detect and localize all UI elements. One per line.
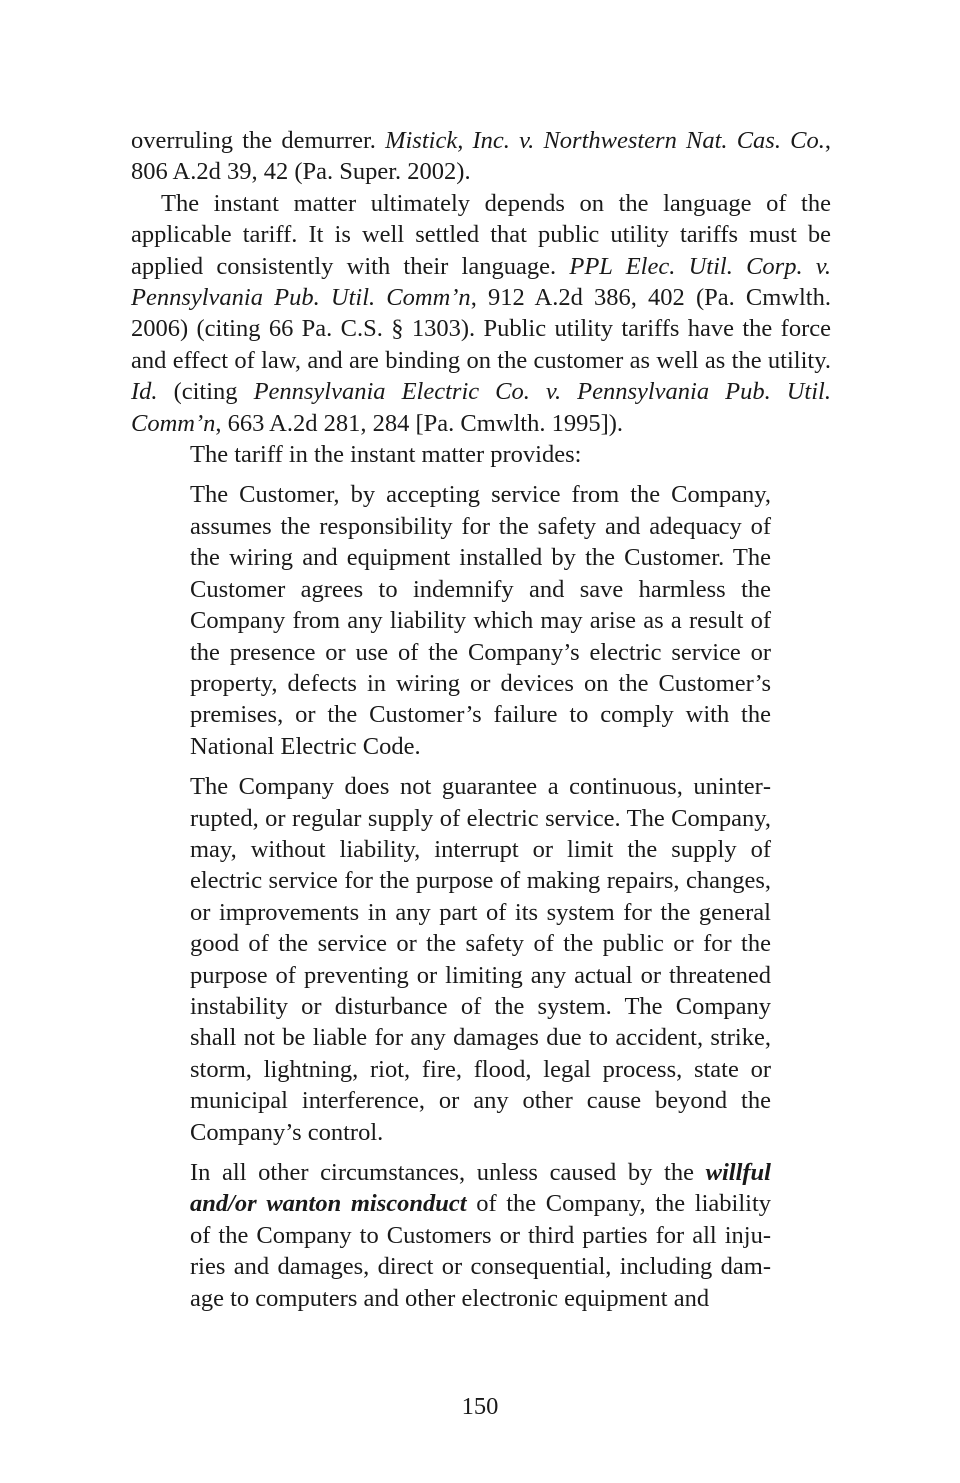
text-run: , 806 A.2d 39, 42 (Pa. Super. 2002). (131, 127, 831, 186)
text-run: of the Company, the liability of the Company to Customers or third parties for all injuries and damages, direct or consequential, including damage to computers and other electronic equipment and (190, 1190, 771, 1312)
text-run: overruling the demurrer. (131, 127, 386, 154)
quote-paragraph-liability (190, 1157, 771, 1314)
emphasized-text: willful and/or wanton misconduct (190, 1159, 771, 1218)
page-number: 150 (461, 1393, 499, 1420)
case-citation: Pennsylvania Electric Co. v. Pennsylvania Pub. Util. Comm’n (131, 378, 831, 437)
text-run: The instant matter ultimately depends on the language of the applicable tariff. It is well settled that public utility tariffs must be applied consistently with their language. (131, 189, 831, 280)
paragraph-tariff-law (131, 188, 831, 439)
body-text (131, 125, 831, 1323)
text-run: (citing (157, 378, 254, 406)
paragraph-continuation (131, 125, 831, 188)
quote-intro: The tariff in the instant matter provides: (190, 441, 582, 469)
quote-paragraph-indemnity: The Customer, by accepting service from the Company, assumes the responsibility for the safety and adequacy of the wiring and equipment installed by the Customer. The Customer agrees to indemnify and save harmless the Company from any liability which may arise as a result of the presence or use of the Company’s electric service or property, defects in wiring or devices on the Customer’s premises, or the Customer’s failure to comply with the National Electric Code. (190, 481, 771, 760)
id-citation: Id. (131, 378, 158, 406)
case-citation: Mistick, Inc. v. Northwestern Nat. Cas. Co. (385, 127, 825, 154)
text-run: , 912 A.2d 386, 402 (Pa. Cmwlth. 2006) (citing 66 Pa. C.S. § 1303). Public utility tariffs have the force and effect of law, and are binding on the customer as well as the utility. (131, 284, 831, 374)
text-run: , 663 A.2d 281, 284 [Pa. Cmwlth. 1995]). (215, 409, 624, 437)
quote-paragraph-supply: The Company does not guarantee a continuous, uninterrupted, or regular supply of electric service. The Company, may, without liability, interrupt or limit the supply of electric service for the purpose of making repairs, changes, or improvements in any part of its system for the general good of the service or the safety of the public or for the purpose of preventing or limiting any actual or threatened instability or disturbance of the system. The Company shall not be liable for any damages due to accident, strike, storm, lightning, riot, fire, flood, legal process, state or municipal interference, or any other cause beyond the Company’s control. (190, 773, 771, 1146)
text-run: In all other circumstances, unless caused by the (190, 1159, 706, 1186)
tariff-blockquote (190, 479, 771, 1314)
case-citation: PPL Elec. Util. Corp. v. Pennsylvania Pub. Util. Comm’n (131, 252, 831, 312)
